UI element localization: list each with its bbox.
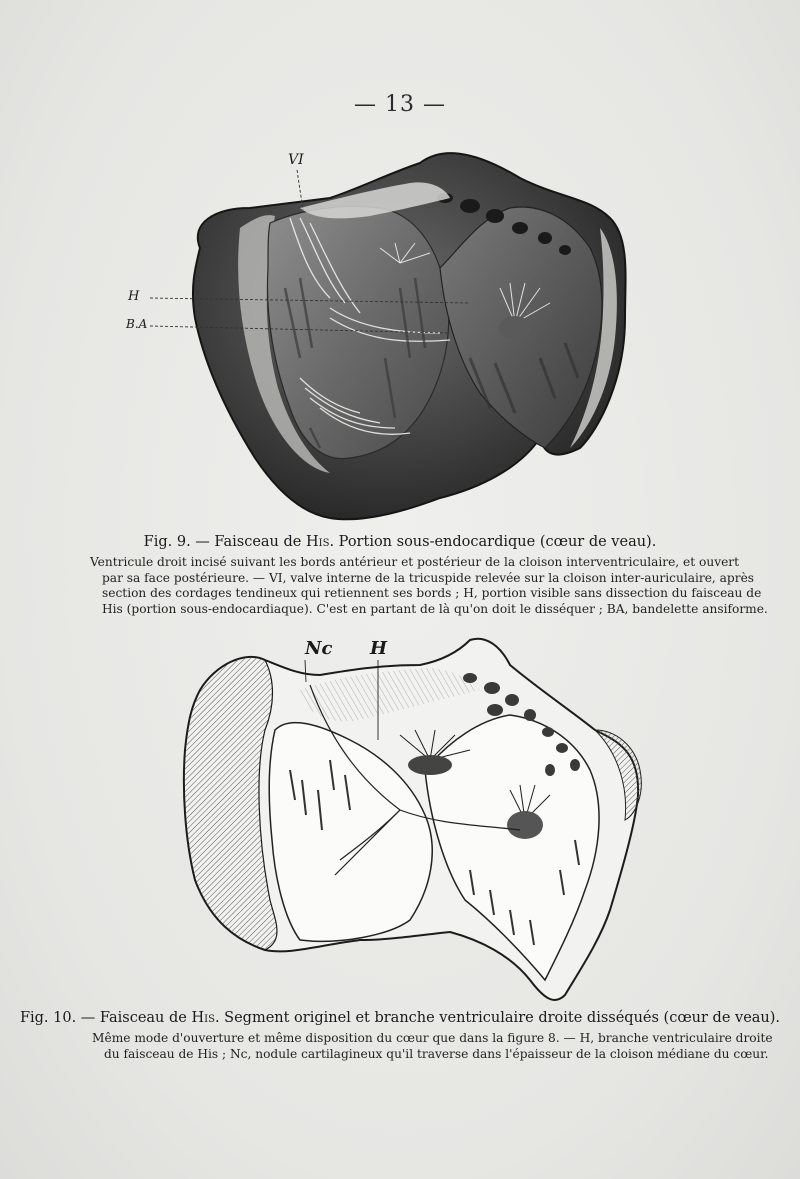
label-h: H — [370, 638, 388, 659]
figure-9-caption-line: par sa face postérieure. — VI, valve interne de la tricuspide relevée sur la cloison inter-auriculaire, après — [102, 570, 755, 585]
label-vi: VI — [288, 152, 304, 168]
figure-10-caption-line: Même mode d'ouverture et même disposition du cœur que dans la figure 8. — H, branche ventriculaire droite — [92, 1031, 773, 1045]
page-number: — 13 — — [354, 92, 446, 117]
figure-10-caption-title — [0, 1010, 800, 1026]
papillary-muscle — [499, 316, 531, 340]
papillary-muscle-right — [507, 811, 543, 839]
figure-9-caption-line: Ventricule droit incisé suivant les bords antérieur et postérieur de la cloison interventriculaire, et ouvert — [90, 555, 740, 569]
figure-10-caption-suffix: . Segment originel et branche ventriculaire droite disséqués (cœur de veau). — [214, 1010, 781, 1026]
figure-10-caption-body — [92, 1031, 773, 1062]
figure-10-illustration — [0, 620, 800, 1010]
label-ba: B.A — [126, 317, 148, 331]
label-nc: Nc — [305, 638, 333, 659]
figure-9-caption-title — [0, 534, 800, 550]
figure-10 — [0, 620, 800, 1010]
figure-9-caption-his: His — [305, 534, 330, 550]
figure-9-caption-line: section des cordages tendineux qui retiennent ses bords ; H, portion visible sans dissection du faisceau de — [102, 586, 762, 601]
figure-9 — [0, 128, 800, 528]
figure-9-illustration — [0, 128, 800, 528]
figure-9-caption-prefix: Fig. 9. — Faisceau de — [143, 534, 306, 550]
figure-10-caption-prefix: Fig. 10. — Faisceau de — [19, 1010, 192, 1026]
figure-10-caption-his: His — [191, 1010, 215, 1026]
label-h: H — [128, 289, 140, 304]
figure-9-caption-body — [90, 555, 768, 617]
figure-10-caption-line: du faisceau de His ; Nc, nodule cartilagineux qu'il traverse dans l'épaisseur de la cloison médiane du cœur. — [104, 1046, 769, 1061]
figure-9-caption-line: His (portion sous-endocardiaque). C'est en partant de là qu'on doit le disséquer ; BA, bandelette ansiforme. — [102, 601, 768, 616]
figure-9-caption-suffix: . Portion sous-endocardique (cœur de veau). — [329, 534, 657, 550]
papillary-muscle-left — [408, 755, 452, 775]
